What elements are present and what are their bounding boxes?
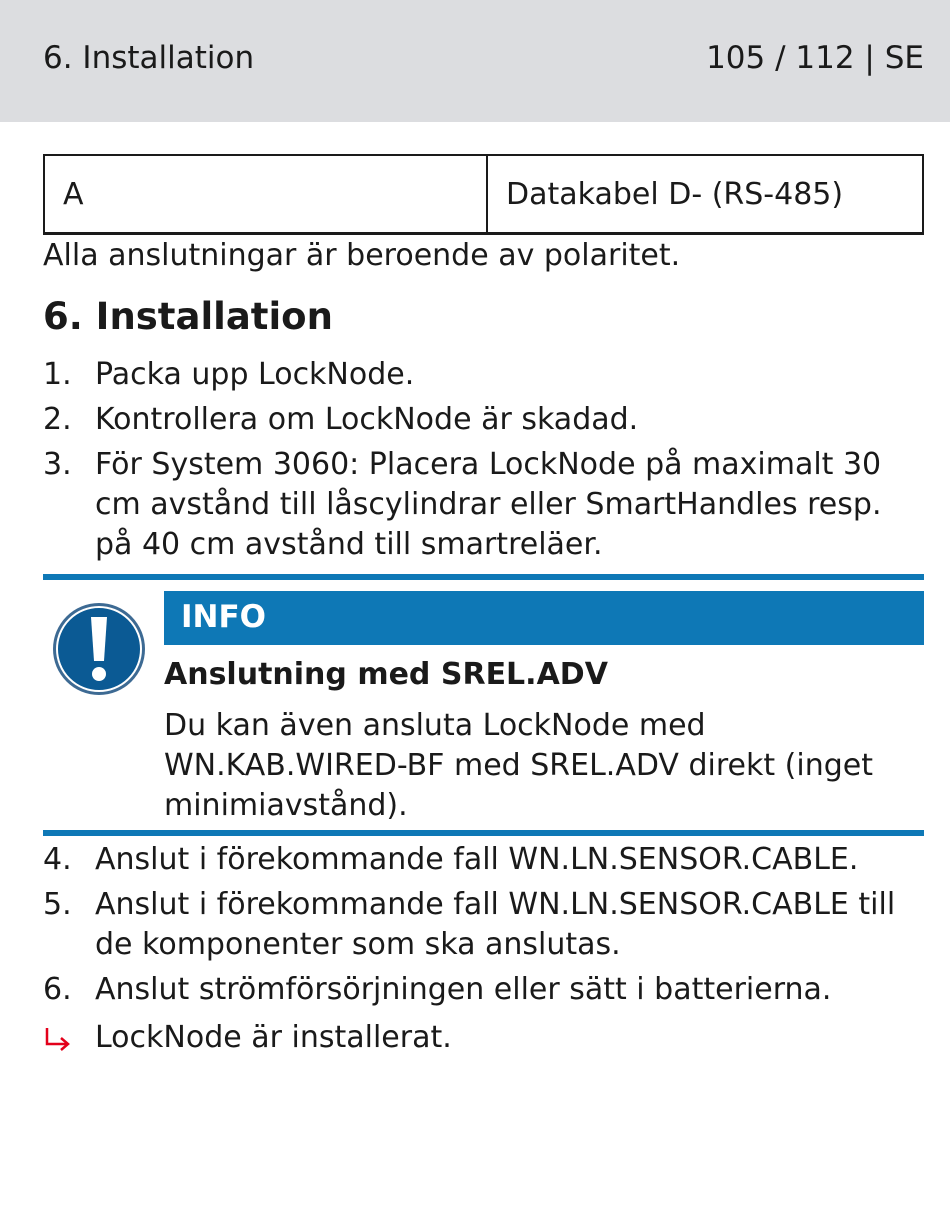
step-number: 4. — [43, 842, 72, 877]
info-box — [43, 574, 924, 836]
polarity-note: Alla anslutningar är beroende av polaritet. — [43, 238, 681, 273]
table-cell-pin: A — [44, 155, 487, 234]
step-text: Anslut i förekommande fall WN.LN.SENSOR.CABLE. — [95, 842, 859, 877]
table-row — [44, 155, 923, 234]
exclamation-icon — [51, 601, 147, 697]
step-number: 3. — [43, 447, 72, 482]
step-number: 5. — [43, 887, 72, 922]
installation-steps — [43, 355, 924, 570]
result-text: LockNode är installerat. — [95, 1020, 452, 1055]
header-section: 6. Installation — [43, 40, 255, 76]
info-label: INFO — [181, 599, 267, 635]
table-cell-description: Datakabel D- (RS-485) — [487, 155, 923, 234]
list-item — [43, 840, 924, 880]
info-label-bar — [164, 591, 924, 645]
page-header — [0, 0, 950, 122]
step-text: Packa upp LockNode. — [95, 357, 415, 392]
step-number: 1. — [43, 357, 72, 392]
step-text: Anslut strömförsörjningen eller sätt i batterierna. — [95, 972, 832, 1007]
installation-steps-continued — [43, 840, 924, 1015]
info-text: Du kan även ansluta LockNode med WN.KAB.WIRED-BF med SREL.ADV direkt (inget minimiavstånd). — [164, 708, 873, 823]
list-item — [43, 970, 924, 1010]
list-item — [43, 885, 924, 965]
step-text: För System 3060: Placera LockNode på maximalt 30 cm avstånd till låscylindrar eller SmartHandles resp. på 40 cm avstånd till smartreläer. — [95, 447, 882, 562]
step-number: 6. — [43, 972, 72, 1007]
step-text: Anslut i förekommande fall WN.LN.SENSOR.CABLE till de komponenter som ska anslutas. — [95, 887, 896, 962]
list-item — [43, 400, 924, 440]
header-page-number: 105 / 112 | SE — [706, 40, 924, 76]
result-arrow-icon — [43, 1018, 73, 1058]
step-text: Kontrollera om LockNode är skadad. — [95, 402, 639, 437]
connection-table — [43, 154, 924, 235]
info-title: Anslutning med SREL.ADV — [164, 657, 608, 692]
list-item — [43, 355, 924, 395]
section-title: 6. Installation — [43, 295, 333, 338]
step-number: 2. — [43, 402, 72, 437]
list-item — [43, 445, 924, 565]
